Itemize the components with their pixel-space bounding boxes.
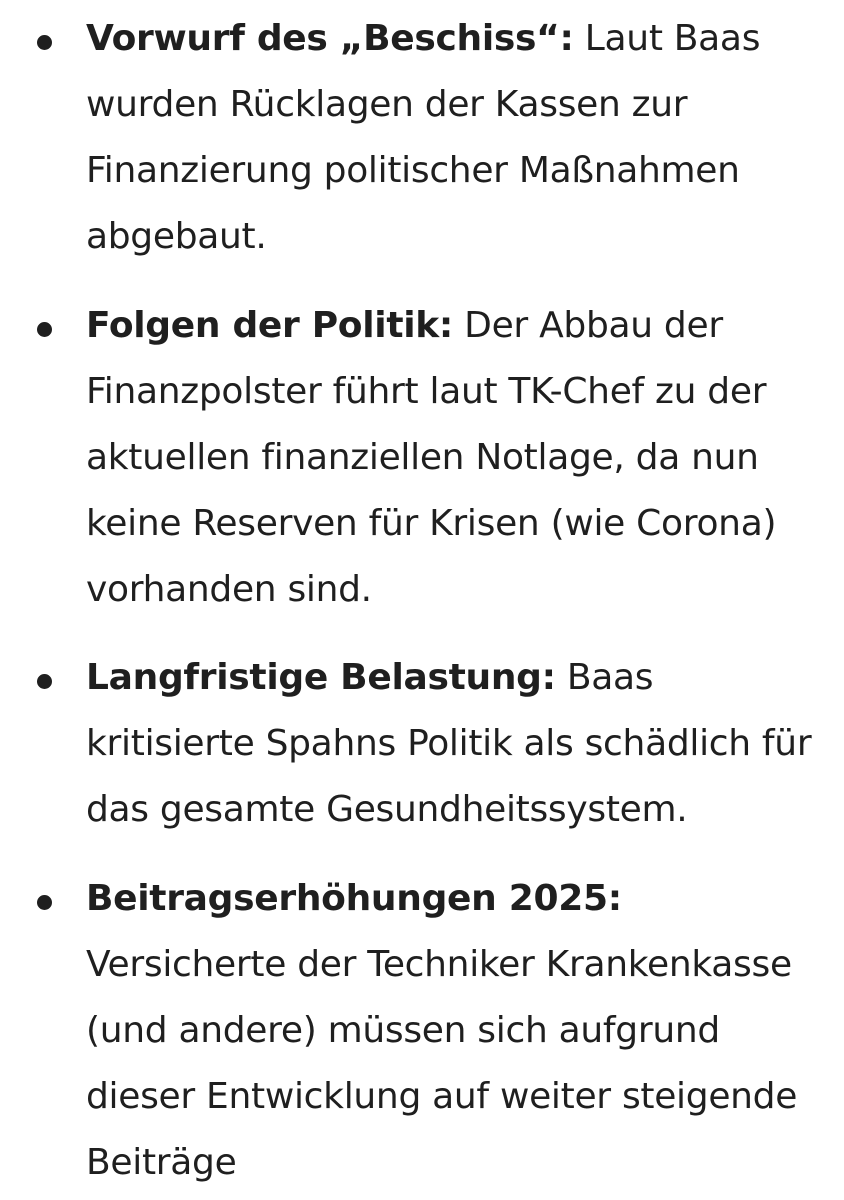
- list-item-title: Vorwurf des „Beschiss“:: [86, 18, 574, 59]
- list-item-body: Baas kritisierte Spahns Politik als schädlich für das gesamte Gesundheitssystem.: [86, 657, 812, 830]
- list-item-text: [86, 645, 816, 843]
- bullet-icon: [37, 35, 52, 50]
- list-item-body: Der Abbau der Finanzpolster führt laut TK-Chef zu der aktuellen finanziellen Notlage, da nun keine Reserven für Krisen (wie Corona) vorhanden sind.: [86, 305, 777, 610]
- list-item-body: Laut Baas wurden Rücklagen der Kassen zur Finanzierung politischer Maßnahmen abgebaut.: [86, 18, 761, 257]
- list-item-title: Beitragserhöhungen 2025:: [86, 878, 622, 919]
- list-item-title: Langfristige Belastung:: [86, 657, 556, 698]
- bullet-icon: [37, 895, 52, 910]
- bullet-icon: [37, 322, 52, 337]
- list-item-text: [86, 293, 816, 623]
- list-item-text: [86, 6, 816, 270]
- bullet-icon: [37, 674, 52, 689]
- list-item-title: Folgen der Politik:: [86, 305, 454, 346]
- list-item-text: [86, 866, 816, 1196]
- list-item-body: Versicherte der Techniker Krankenkasse (und andere) müssen sich aufgrund dieser Entwicklung auf weiter steigende Beiträge: [86, 944, 798, 1183]
